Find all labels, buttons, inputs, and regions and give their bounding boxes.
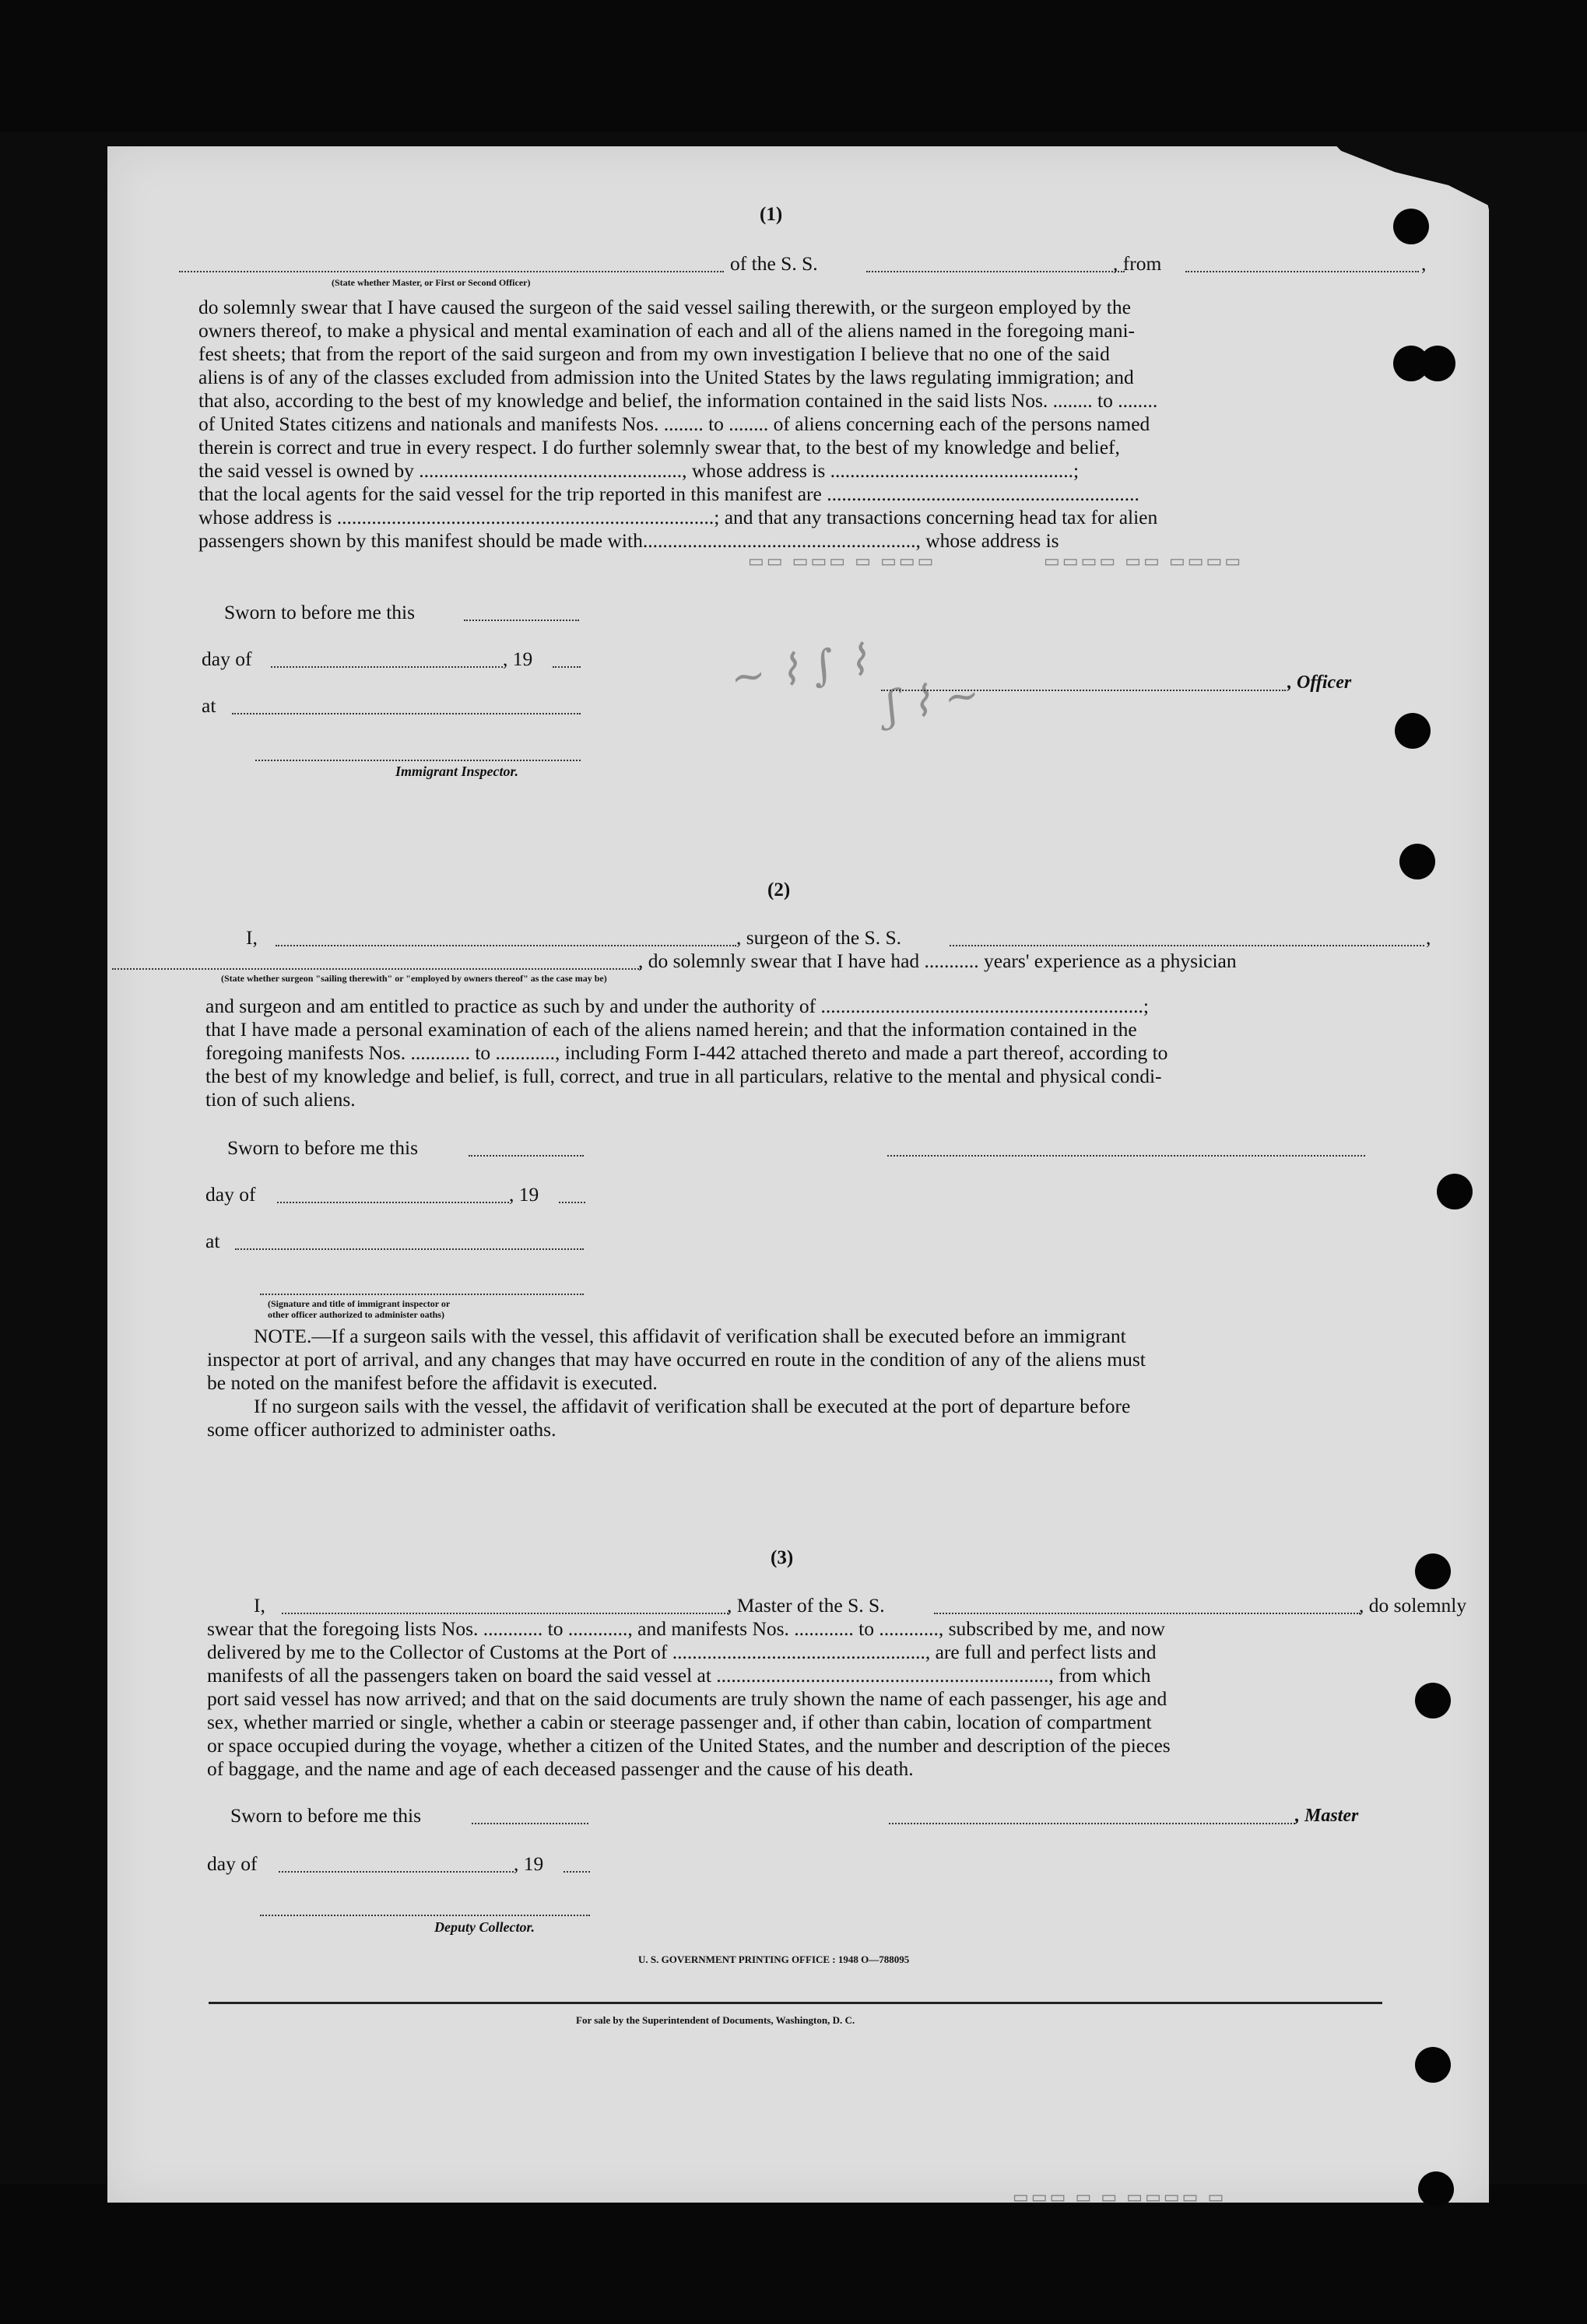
year-label: , 19	[514, 1852, 544, 1875]
from-label: , from	[1113, 252, 1162, 275]
paragraph-line: that the local agents for the said vessel for the trip reported in this manifest are ...............................................................	[198, 483, 1139, 505]
paragraph-line: of United States citizens and nationals and manifests Nos. ........ to ........ of aliens concerning each of the persons named	[198, 412, 1150, 435]
officer-rank-note: (State whether Master, or First or Second Officer)	[332, 277, 531, 288]
binder-hole	[1415, 1553, 1451, 1589]
paragraph-line: swear that the foregoing lists Nos. ............ to ............, and manifests Nos. ............ to ............, subscribed by me, and now	[207, 1617, 1165, 1640]
footer-rule	[209, 2002, 1382, 2004]
surgeon-signature-line	[887, 1155, 1365, 1157]
ship-name-line	[866, 271, 1125, 272]
year-line	[553, 666, 581, 668]
bleed-through-mark: ▭▭▭▭ ▭▭ ▭▭▭▭	[1041, 551, 1241, 570]
master-ship-line	[934, 1613, 1361, 1614]
sworn-label: Sworn to before me this	[230, 1804, 422, 1827]
binder-hole	[1395, 713, 1431, 749]
bleed-through-mark: ▭▭▭ ▭ ▭▭▭ ▭▭	[746, 551, 934, 570]
section-3-number: (3)	[771, 1547, 794, 1568]
binder-hole	[1393, 209, 1429, 244]
swear-years-line: , do solemnly swear that I have had ........... years' experience as a physician	[638, 950, 1237, 972]
binder-hole	[1415, 1683, 1451, 1718]
sworn-date-line	[469, 1155, 584, 1157]
surgeon-name-line	[276, 945, 736, 946]
pencil-scribble: ~ ⌇ ∫ ⌇	[727, 634, 872, 704]
comma: ,	[1421, 252, 1427, 275]
bleed-through-mark: ▭ ▭▭▭▭ ▭ ▭ ▭▭▭	[1010, 2187, 1224, 2206]
note-line: inspector at port of arrival, and any changes that may have occurred en route in the condition of any of the aliens must	[207, 1348, 1146, 1371]
officer-signature-line	[881, 690, 1286, 691]
deputy-collector-label: Deputy Collector.	[434, 1919, 535, 1935]
master-label: , Master	[1295, 1806, 1359, 1826]
ss-label: of the S. S.	[730, 252, 818, 275]
paragraph-line: and surgeon and am entitled to practice as such by and under the authority of .................................................................;	[205, 995, 1149, 1017]
paragraph-line: delivered by me to the Collector of Customs at the Port of ..................................................., are full and perfect lists and	[207, 1641, 1157, 1663]
paragraph-line: passengers shown by this manifest should be made with......................................................., whose address is	[198, 529, 1059, 552]
section-2-number: (2)	[767, 879, 791, 900]
manifest-verification-page	[107, 146, 1489, 2206]
inspector-signature-line	[260, 1294, 584, 1295]
paragraph-line: the said vessel is owned by ....................................................., whose address is .................................................;	[198, 459, 1080, 482]
sworn-date-line	[472, 1823, 588, 1824]
day-of-label: day of	[207, 1852, 258, 1875]
paragraph-line: the best of my knowledge and belief, is full, correct, and true in all particulars, relative to the mental and physical condi-	[205, 1065, 1162, 1087]
at-line	[235, 1248, 584, 1250]
binder-hole	[1418, 2171, 1454, 2207]
paragraph-line: therein is correct and true in every respect. I do further solemnly swear that, to the best of my knowledge and belief,	[198, 436, 1120, 458]
year-line	[559, 1202, 585, 1203]
section-1-number: (1)	[760, 204, 783, 225]
year-line	[564, 1871, 590, 1873]
paragraph-line: that I have made a personal examination of each of the aliens named herein; and that the information contained in the	[205, 1018, 1137, 1041]
day-of-line	[271, 666, 503, 668]
note-line: NOTE.—If a surgeon sails with the vessel, this affidavit of verification shall be executed before an immigrant	[254, 1325, 1126, 1347]
for-sale-notice: For sale by the Superintendent of Documents, Washington, D. C.	[576, 2014, 855, 2026]
day-of-label: day of	[205, 1183, 256, 1206]
paragraph-line: whose address is ............................................................................; and that any transactions concerning head tax for alien	[198, 506, 1158, 528]
surgeon-status-note: (State whether surgeon "sailing therewith" or "employed by owners thereof" as the case may be)	[221, 973, 607, 984]
signature-title-note: other officer authorized to administer oaths)	[268, 1309, 444, 1320]
paragraph-line: or space occupied during the voyage, whether a citizen of the United States, and the number and description of the pieces	[207, 1734, 1171, 1757]
solemnly-label: , do solemnly	[1359, 1594, 1467, 1617]
pencil-scribble: ʃ ⌇ ~	[883, 669, 983, 732]
binder-hole	[1415, 2047, 1451, 2083]
officer-name-line	[179, 271, 724, 272]
paragraph-line: foregoing manifests Nos. ............ to ............, including Form I-442 attached thereto and made a part thereof, according to	[205, 1041, 1168, 1064]
surgeon-status-line	[112, 968, 641, 970]
sworn-label: Sworn to before me this	[224, 601, 416, 623]
paragraph-line: manifests of all the passengers taken on board the said vessel at ..................................................................., from which	[207, 1664, 1151, 1687]
day-of-line	[279, 1871, 514, 1873]
printing-office-imprint: U. S. GOVERNMENT PRINTING OFFICE : 1948 O—788095	[638, 1954, 910, 1965]
day-of-label: day of	[202, 648, 252, 670]
at-label: at	[202, 694, 216, 717]
comma: ,	[1426, 926, 1431, 949]
note-line: some officer authorized to administer oaths.	[207, 1418, 557, 1441]
note-line: be noted on the manifest before the affidavit is executed.	[207, 1371, 658, 1394]
i-label: I,	[246, 926, 258, 949]
master-signature-line	[889, 1823, 1295, 1824]
binder-hole	[1399, 844, 1435, 879]
paragraph-line: owners thereof, to make a physical and mental examination of each and all of the aliens named in the foregoing mani-	[198, 319, 1136, 342]
from-port-line	[1185, 271, 1419, 272]
i-label: I,	[254, 1594, 265, 1617]
officer-label: , Officer	[1287, 672, 1352, 693]
year-label: , 19	[503, 648, 533, 670]
binder-hole	[1420, 346, 1455, 381]
inspector-signature-line	[255, 760, 581, 761]
scan-border-top	[0, 0, 1587, 132]
binder-hole	[1437, 1174, 1473, 1209]
collector-signature-line	[260, 1915, 590, 1916]
surgeon-ship-line	[950, 945, 1424, 946]
sworn-label: Sworn to before me this	[227, 1136, 419, 1159]
immigrant-inspector-label: Immigrant Inspector.	[395, 764, 519, 779]
sworn-date-line	[464, 620, 579, 621]
paragraph-line: fest sheets; that from the report of the said surgeon and from my own investigation I believe that no one of the said	[198, 342, 1110, 365]
master-name-line	[282, 1613, 729, 1614]
at-label: at	[205, 1230, 220, 1252]
paragraph-line: port said vessel has now arrived; and that on the said documents are truly shown the name of each passenger, his age and	[207, 1687, 1167, 1710]
signature-title-note: (Signature and title of immigrant inspector or	[268, 1298, 451, 1309]
paragraph-line: that also, according to the best of my knowledge and belief, the information contained in the said lists Nos. ........ to ........	[198, 389, 1158, 412]
paragraph-line: aliens is of any of the classes excluded from admission into the United States by the laws regulating immigration; and	[198, 366, 1134, 388]
at-line	[232, 713, 581, 714]
paragraph-line: sex, whether married or single, whether a cabin or steerage passenger and, if other than cabin, location of compartment	[207, 1711, 1152, 1733]
paragraph-line: tion of such aliens.	[205, 1088, 356, 1111]
scan-border-bottom	[0, 2184, 1587, 2324]
note-line: If no surgeon sails with the vessel, the affidavit of verification shall be executed at the port of departure before	[254, 1395, 1131, 1417]
year-label: , 19	[509, 1183, 539, 1206]
surgeon-ss-label: , surgeon of the S. S.	[736, 926, 902, 949]
paragraph-line: do solemnly swear that I have caused the surgeon of the said vessel sailing therewith, or the surgeon employed by the	[198, 296, 1131, 318]
master-ss-label: , Master of the S. S.	[727, 1594, 885, 1617]
paragraph-line: of baggage, and the name and age of each deceased passenger and the cause of his death.	[207, 1757, 914, 1780]
day-of-line	[277, 1202, 509, 1203]
